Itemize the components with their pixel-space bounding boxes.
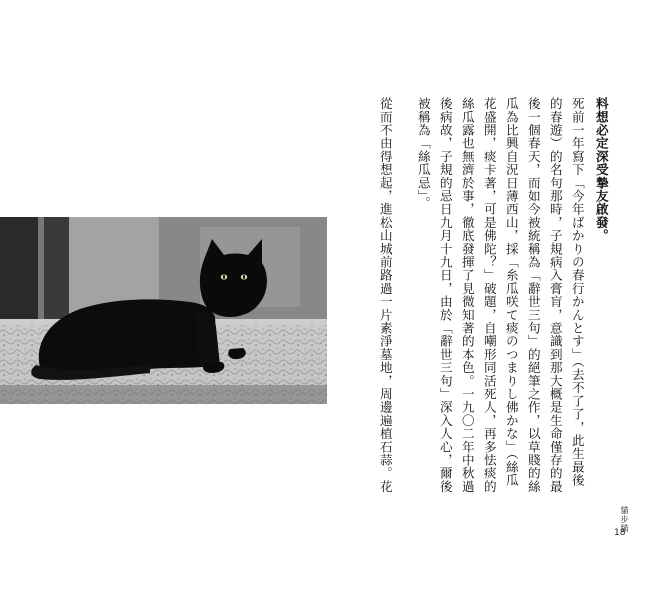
running-head: 貓步貓 (620, 506, 629, 533)
text-column: 的春遊）的名句那時，子規病入膏肓，意識到那大概是生命僅存的最 (547, 97, 563, 493)
text-column: 被稱為「絲瓜忌」。 (415, 97, 431, 210)
text-column: 後一個春天，而如今被統稱為「辭世三句」的絕筆之作，以草賤的絲 (525, 97, 541, 493)
text-column: 花盛開，痰卡著，可是佛陀？」破題，自嘲形同活死人，再多怯痰的 (481, 97, 497, 493)
black-cat-photo (0, 217, 327, 404)
black-cat-image (0, 217, 327, 404)
text-column: 瓜為比興自況日薄西山，採「糸瓜咲て痰のつまりし佛かな」（絲瓜 (503, 97, 519, 487)
text-column: 絲瓜露也無濟於事，徹底發揮了見微知著的本色。一九〇二年中秋過 (459, 97, 475, 493)
text-column: 後病故，子規的忌日九月十九日，由於「辭世三句」深入人心，爾後 (437, 97, 453, 493)
text-column: 從而不由得想起，進松山城前路過一片素淨墓地，周邊遍植石蒜。花 (377, 97, 393, 493)
page-number: 18 (614, 528, 626, 538)
text-column-heading: 料想必定深受摯友啟發。 (593, 97, 609, 243)
text-column: 死前一年寫下「今年ばかりの春行かんとす」（去不了了，此生最後 (569, 97, 585, 487)
